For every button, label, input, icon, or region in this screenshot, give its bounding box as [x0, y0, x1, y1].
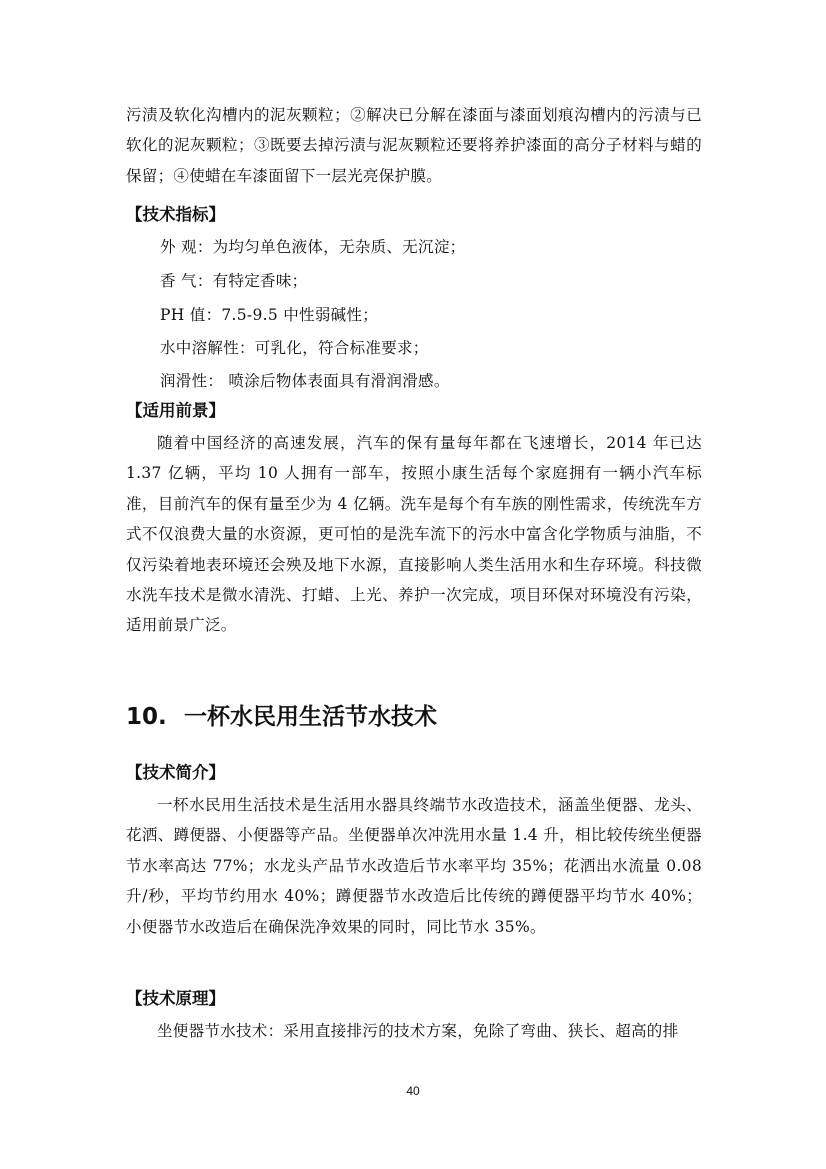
application-paragraph: 随着中国经济的高速发展，汽车的保有量每年都在飞速增长，2014 年已达 1.37 亿辆，平均 10 人拥有一部车，按照小康生活每个家庭拥有一辆小汽车标准，目前汽车的保有量至少为 4 亿辆。洗车是每个有车族的刚性需求，传统洗车方式不仅浪费大量的水资源，更可怕的是洗车流下的污水中富含化学物质与油脂，不仅污染着地表环境还会殃及地下水源，直接影响人类生活用水和生存环境。科技微水洗车技术是微水清洗、打蜡、上光、养护一次完成，项目环保对环境没有污染，适用前景广泛。 [126, 434, 702, 635]
indicator-solubility: 水中溶解性：可乳化，符合标准要求； [160, 339, 429, 357]
section-title-text: 一杯水民用生活节水技术 [184, 704, 437, 730]
tech-principle-paragraph: 坐便器节水技术：采用直接排污的技术方案，免除了弯曲、狭长、超高的排 [157, 1022, 679, 1040]
application-heading: 【适用前景】 [126, 401, 225, 420]
tech-intro-heading: 【技术简介】 [126, 763, 225, 782]
tech-indicators-heading: 【技术指标】 [126, 205, 225, 224]
page-number: 40 [406, 1084, 420, 1098]
indicator-lubricity: 润滑性： 喷涂后物体表面具有滑润滑感。 [160, 372, 450, 390]
tech-intro-paragraph: 一杯水民用生活技术是生活用水器具终端节水改造技术，涵盖坐便器、龙头、花洒、蹲便器、小便器等产品。坐便器单次冲洗用水量 1.4 升，相比较传统坐便器节水率高达 77%；水龙头产品节水改造后节水率平均 35%；花洒出水流量 0.08 升/秒，平均节约用水 40%；蹲便器节水改造后比传统的蹲便器平均节水 40%；小便器节水改造后在确保洗净效果的同时，同比节水 35%。 [126, 796, 702, 936]
indicator-ph: PH 值：7.5-9.5 中性弱碱性； [160, 306, 379, 324]
intro-paragraph: 污渍及软化沟槽内的泥灰颗粒；②解决已分解在漆面与漆面划痕沟槽内的污渍与已软化的泥灰颗粒；③既要去掉污渍与泥灰颗粒还要将养护漆面的高分子材料与蜡的保留；④使蜡在车漆面留下一层光亮保护膜。 [126, 106, 702, 185]
section-title [126, 700, 437, 734]
indicator-fragrance: 香 气：有特定香味； [160, 272, 308, 290]
indicator-appearance: 外 观：为均匀单色液体，无杂质、无沉淀； [160, 238, 466, 256]
tech-principle-heading: 【技术原理】 [126, 989, 225, 1008]
section-number: 10. [126, 704, 167, 730]
